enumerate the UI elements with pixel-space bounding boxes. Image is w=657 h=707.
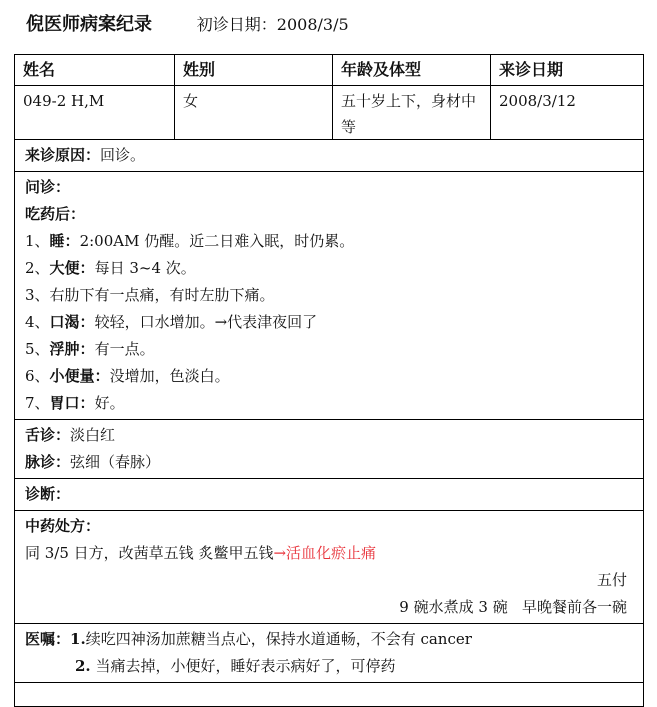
record-title: 倪医师病案纪录 (26, 14, 152, 35)
diagnosis-row (15, 478, 643, 510)
list-item: 2、大便：每日 3~4 次。 (25, 259, 196, 277)
list-item: 6、小便量：没增加，色淡白。 (25, 367, 230, 385)
patient-sex: 女 (174, 86, 332, 139)
prescription-doses: 五付 (596, 571, 627, 589)
advice-item: 续吃四神汤加蔗糖当点心，保持水道通畅，不会有 cancer (85, 630, 472, 648)
pulse-value: 弦细（春脉） (70, 453, 161, 471)
reason-label: 来诊原因： (25, 146, 101, 164)
prescription-effect: →活血化瘀止痛 (273, 544, 377, 562)
col-age-header: 年龄及体型 (332, 55, 490, 85)
prescription-label: 中药处方： (25, 517, 101, 535)
tongue-pulse-section (15, 419, 643, 478)
col-name-header: 姓名 (23, 60, 56, 79)
advice-label: 医嘱： (25, 630, 71, 648)
first-visit-date: 2008/3/5 (276, 15, 349, 34)
prescription-section (15, 510, 643, 623)
tongue-value: 淡白红 (70, 426, 116, 444)
page-header (26, 10, 349, 36)
patient-row (15, 85, 643, 139)
list-item: 5、浮肿：有一点。 (25, 340, 155, 358)
list-item: 1、睡：2:00AM 仍醒。近二日难入眠，时仍累。 (25, 232, 355, 250)
tongue-label: 舌诊： (25, 426, 71, 444)
first-visit-label: 初诊日期： (196, 15, 277, 34)
pulse-label: 脉诊： (25, 453, 71, 471)
patient-id: 049-2 H,M (23, 92, 105, 110)
list-item: 3、右肋下有一点痛，有时左肋下痛。 (25, 286, 275, 304)
visit-date: 2008/3/12 (490, 86, 643, 139)
reason-value: 回诊。 (100, 146, 146, 164)
col-sex-header: 姓别 (174, 55, 332, 85)
inquiry-sub-label: 吃药后： (25, 205, 86, 223)
empty-row (15, 682, 643, 706)
advice-item: 当痛去掉，小便好，睡好表示病好了，可停药 (95, 657, 396, 675)
reason-row (15, 139, 643, 171)
record-table (14, 54, 644, 707)
diagnosis-label: 诊断： (25, 485, 71, 503)
table-header-row (15, 55, 643, 85)
col-date-header: 来诊日期 (490, 55, 643, 85)
list-item: 4、口渴：较轻，口水增加。→代表津夜回了 (25, 313, 318, 331)
patient-age-build: 五十岁上下，身材中等 (332, 86, 490, 139)
inquiry-label: 问诊： (25, 178, 71, 196)
prescription-text: 同 3/5 日方，改茜草五钱 炙鳖甲五钱 (25, 544, 274, 562)
list-item: 7、胃口：好。 (25, 394, 125, 412)
inquiry-section (15, 171, 643, 419)
advice-section: 医嘱：1.续吃四神汤加蔗糖当点心，保持水道通畅，不会有 cancer 2. 当痛去掉，小便好，睡好表示病好了，可停药 (15, 623, 643, 682)
prescription-instructions: 9 碗水煮成 3 碗 早晚餐前各一碗 (399, 598, 627, 616)
